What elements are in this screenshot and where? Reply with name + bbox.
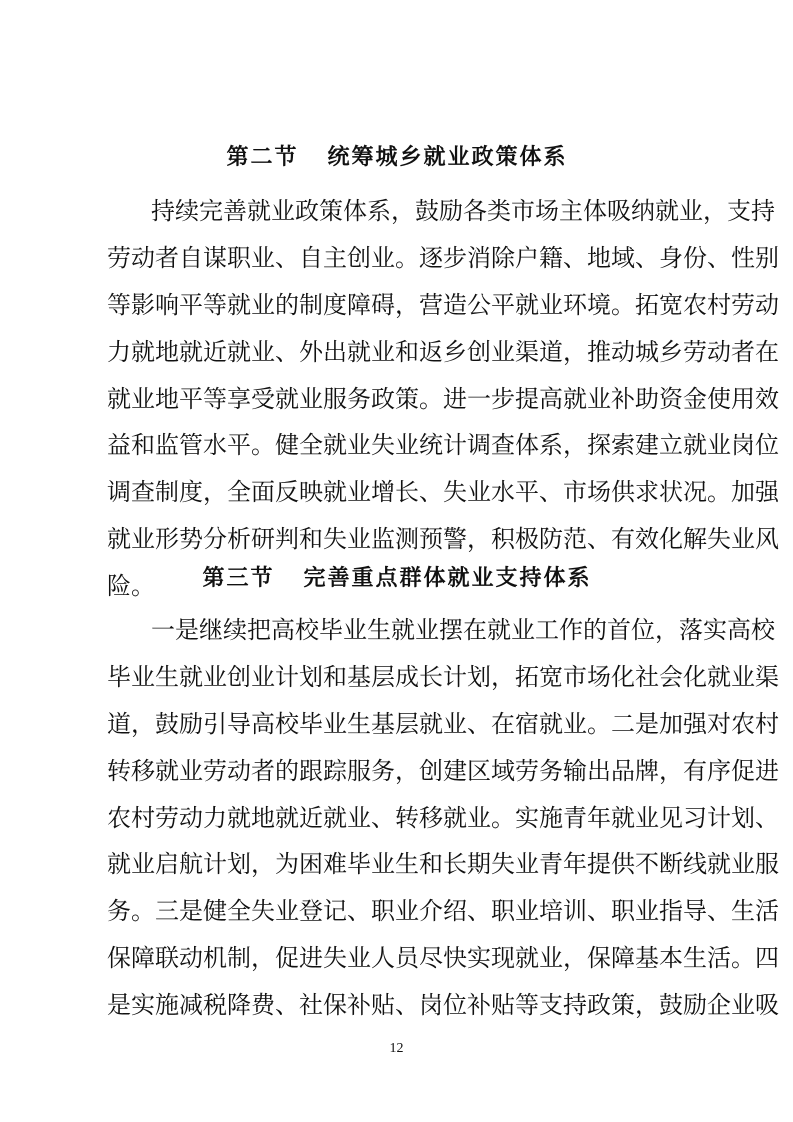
paragraph-line: 力就地就近就业、外出就业和返乡创业渠道，推动城乡劳动者在: [107, 337, 779, 366]
paragraph-line: 就业启航计划，为困难毕业生和长期失业青年提供不断线就业服: [107, 850, 779, 879]
paragraph-line: 毕业生就业创业计划和基层成长计划，拓宽市场化社会化就业渠: [107, 662, 779, 691]
section-2-paragraph: [107, 188, 779, 610]
paragraph-line: 一是继续把高校毕业生就业摆在就业工作的首位，落实高校: [151, 616, 775, 644]
section-heading-3: 第三节 完善重点群体就业支持体系: [202, 566, 592, 591]
paragraph-line: 农村劳动力就地就近就业、转移就业。实施青年就业见习计划、: [107, 803, 779, 832]
paragraph-line: 转移就业劳动者的跟踪服务，创建区域劳务输出品牌，有序促进: [107, 756, 779, 785]
page-number: 12: [389, 1041, 404, 1056]
paragraph-line: 劳动者自谋职业、自主创业。逐步消除户籍、地域、身份、性别: [107, 243, 779, 272]
paragraph-line: 保障联动机制，促进失业人员尽快实现就业，保障基本生活。四: [107, 944, 779, 973]
paragraph-line: 是实施减税降费、社保补贴、岗位补贴等支持政策，鼓励企业吸: [107, 991, 779, 1020]
paragraph-line: 持续完善就业政策体系，鼓励各类市场主体吸纳就业，支持: [151, 197, 775, 225]
paragraph-line: 等影响平等就业的制度障碍，营造公平就业环境。拓宽农村劳动: [107, 290, 779, 319]
paragraph-line: 道，鼓励引导高校毕业生基层就业、在宿就业。二是加强对农村: [107, 709, 779, 738]
paragraph-line: 就业形势分析研判和失业监测预警，积极防范、有效化解失业风: [107, 525, 779, 554]
paragraph-line: 益和监管水平。健全就业失业统计调查体系，探索建立就业岗位: [107, 431, 779, 460]
section-3-paragraph: [107, 607, 779, 1029]
paragraph-line: 调查制度，全面反映就业增长、失业水平、市场供求状况。加强: [107, 478, 779, 507]
paragraph-line: 险。: [107, 572, 155, 601]
paragraph-line: 务。三是健全失业登记、职业介绍、职业培训、职业指导、生活: [107, 897, 779, 926]
section-heading-2: 第二节 统筹城乡就业政策体系: [226, 145, 568, 170]
paragraph-line: 就业地平等享受就业服务政策。进一步提高就业补助资金使用效: [107, 384, 779, 413]
